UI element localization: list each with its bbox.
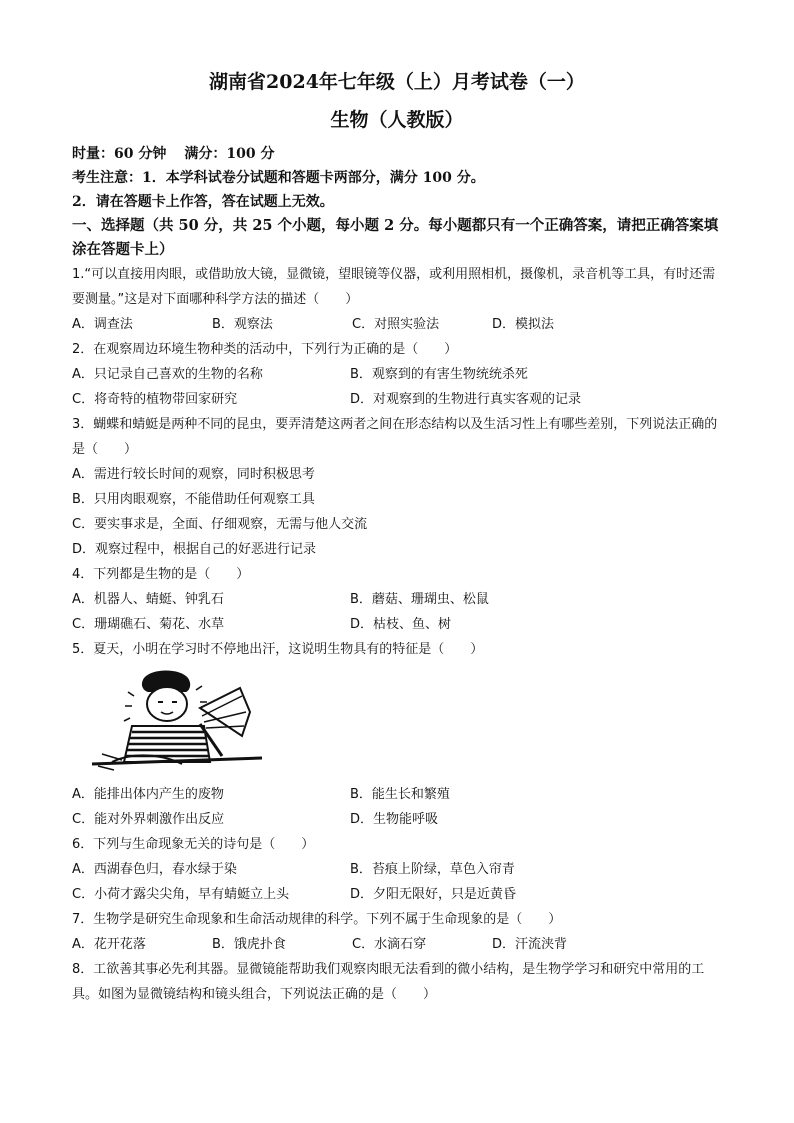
question-3 (72, 412, 722, 562)
question-stem: 1.“可以直接用肉眼，或借助放大镜，显微镜，望眼镜等仪器，或利用照相机，摄像机，录音机等工具，有时还需要测量。”这是对下面哪种科学方法的描述（ ） (72, 267, 716, 307)
question-stem: 5．夏天，小明在学习时不停地出汗，这说明生物具有的特征是（ ） (72, 642, 484, 657)
option-c: C．小荷才露尖尖角，早有蜻蜓立上头 (72, 887, 290, 902)
face-shape (147, 687, 187, 721)
option-b: B．观察到的有害生物统统杀死 (350, 367, 528, 382)
option-d: D．枯枝、鱼、树 (350, 617, 452, 632)
notice-1: 考生注意：1．本学科试卷分试题和答题卡两部分，满分 100 分。 (72, 170, 485, 186)
option-b: B．只用肉眼观察，不能借助任何观察工具 (72, 492, 315, 507)
notice-2: 2．请在答题卡上作答，答在试题上无效。 (72, 194, 334, 210)
options-row (72, 882, 722, 907)
exam-meta (72, 142, 722, 166)
question-1 (72, 262, 722, 337)
option-a: A．机器人、蜻蜓、钟乳石 (72, 592, 224, 607)
option-a: A．西湖春色归，春水绿于染 (72, 862, 237, 877)
question-4 (72, 562, 722, 637)
page-subtitle: 生物（人教版） (330, 109, 464, 131)
option-d: D．汗流浃背 (492, 937, 568, 952)
page-title: 湖南省2024年七年级（上）月考试卷（一） (209, 71, 585, 93)
full-score: 满分：100 分 (184, 146, 275, 162)
options-row (72, 387, 722, 412)
option-c: C．对照实验法 (352, 317, 440, 332)
options-row (72, 782, 722, 807)
option-c: C．能对外界刺激作出反应 (72, 812, 225, 827)
sweating-boy-illustration (72, 666, 722, 776)
options-row (72, 312, 722, 337)
question-stem: 2．在观察周边环境生物种类的活动中，下列行为正确的是（ ） (72, 342, 458, 357)
option-a: A．调查法 (72, 317, 133, 332)
option-c: C．要实事求是，全面、仔细观察，无需与他人交流 (72, 517, 368, 532)
option-d: D．观察过程中，根据自己的好恶进行记录 (72, 542, 317, 557)
options-row (72, 362, 722, 387)
option-a: A．只记录自己喜欢的生物的名称 (72, 367, 263, 382)
option-b: B．苔痕上阶绿，草色入帘青 (350, 862, 515, 877)
question-stem: 3．蝴蝶和蜻蜓是两种不同的昆虫，要弄清楚这两者之间在形态结构以及生活习性上有哪些差别，下列说法正确的是（ ） (72, 417, 718, 457)
option-b: B．蘑菇、珊瑚虫、松鼠 (350, 592, 489, 607)
option-d: D．模拟法 (492, 317, 555, 332)
fan-shape (200, 688, 250, 736)
option-b: B．观察法 (212, 317, 273, 332)
question-stem: 4．下列都是生物的是（ ） (72, 567, 250, 582)
question-stem: 6．下列与生命现象无关的诗句是（ ） (72, 837, 315, 852)
option-a: A．花开花落 (72, 937, 146, 952)
options-row (72, 587, 722, 612)
option-a: A．需进行较长时间的观察，同时积极思考 (72, 467, 315, 482)
option-a: A．能排出体内产生的废物 (72, 787, 224, 802)
question-5 (72, 637, 722, 832)
option-d: D．夕阳无限好，只是近黄昏 (350, 887, 517, 902)
question-stem: 7．生物学是研究生命现象和生命活动规律的科学。下列不属于生命现象的是（ ） (72, 912, 562, 927)
question-7 (72, 907, 722, 957)
question-6 (72, 832, 722, 907)
option-c: C．珊瑚礁石、菊花、水草 (72, 617, 225, 632)
options-row (72, 612, 722, 637)
option-d: D．对观察到的生物进行真实客观的记录 (350, 392, 582, 407)
option-d: D．生物能呼吸 (350, 812, 439, 827)
option-b: B．饿虎扑食 (212, 937, 286, 952)
time-limit: 时量：60 分钟 (72, 146, 167, 162)
option-c: C．水滴石穿 (352, 937, 427, 952)
option-c: C．将奇特的植物带回家研究 (72, 392, 238, 407)
options-row (72, 807, 722, 832)
section-heading: 一、选择题（共 50 分，共 25 个小题，每小题 2 分。每小题都只有一个正确答案，请把正确答案填涂在答题卡上） (72, 217, 719, 258)
options-row (72, 857, 722, 882)
options-row (72, 932, 722, 957)
boy-fanning-drawing (72, 666, 272, 776)
option-b: B．能生长和繁殖 (350, 787, 450, 802)
question-8 (72, 957, 722, 1007)
question-2 (72, 337, 722, 412)
question-stem: 8．工欲善其事必先利其器。显微镜能帮助我们观察肉眼无法看到的微小结构，是生物学学习和研究中常用的工具。如图为显微镜结构和镜头组合，下列说法正确的是（ ） (72, 962, 705, 1002)
